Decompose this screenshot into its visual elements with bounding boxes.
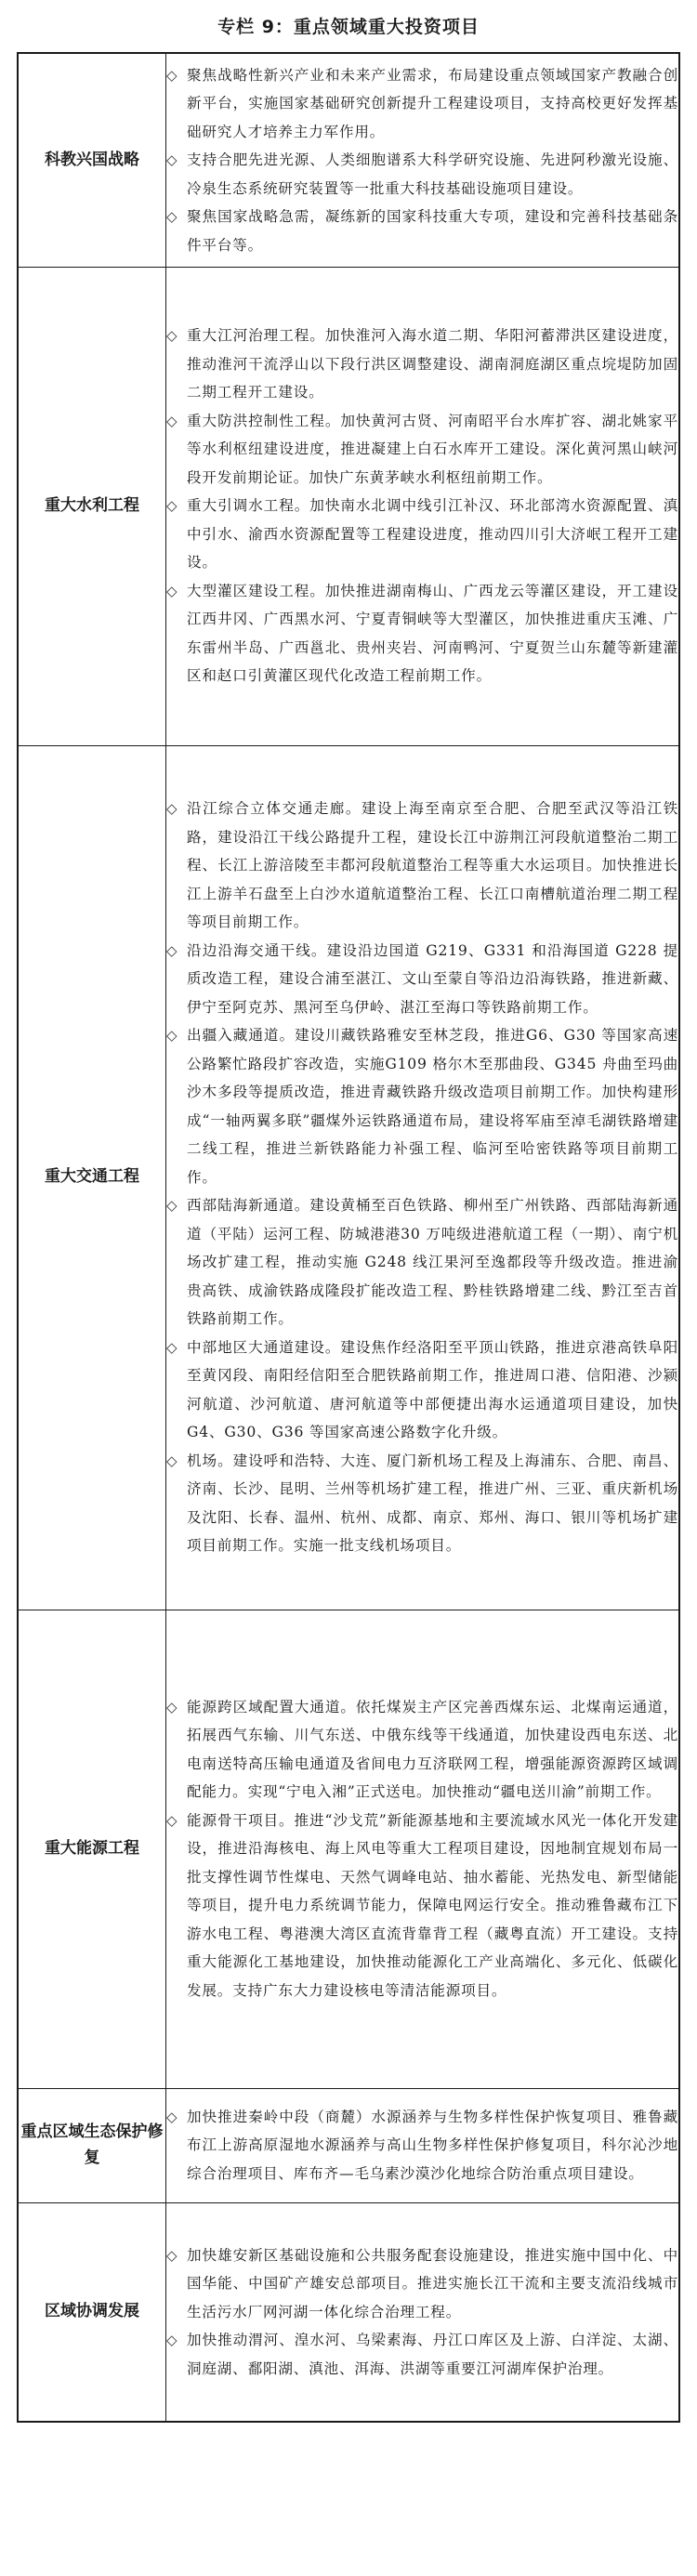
- diamond-bullet-icon: ◇: [166, 1027, 178, 1045]
- section-content: [166, 2088, 680, 2202]
- item-text: 重大引调水工程。加快南水北调中线引江补汉、环北部湾水资源配置、滇中引水、渝西水资源配置等工程建设进度，推动四川引大济岷工程开工建设。: [187, 497, 678, 572]
- item-text: 聚焦国家战略急需，凝练新的国家科技重大专项，建设和完善科技基础条件平台等。: [187, 208, 678, 254]
- diamond-bullet-icon: ◇: [166, 941, 178, 959]
- item-text: 重大防洪控制性工程。加快黄河古贤、河南昭平台水库扩容、湖北姚家平等水利枢纽建设进度，推进凝建上白石水库开工建设。深化黄河黑山峡河段开发前期论证。加快广东黄茅峡水利枢纽前期工作。: [187, 412, 678, 486]
- list-item: [166, 1693, 678, 1807]
- list-item: [166, 1021, 678, 1191]
- list-item: [166, 1807, 678, 2005]
- section-content: [166, 745, 680, 1610]
- section-label: 重点区域生态保护修复: [18, 2088, 166, 2202]
- section-label: 科教兴国战略: [18, 53, 166, 267]
- item-text: 聚焦战略性新兴产业和未来产业需求，布局建设重点领域国家产教融合创新平台，实施国家基础研究创新提升工程建设项目，支持高校更好发挥基础研究人才培养主力军作用。: [187, 66, 678, 140]
- diamond-bullet-icon: ◇: [166, 2332, 178, 2348]
- section-label: 重大能源工程: [18, 1610, 166, 2088]
- list-item: [166, 322, 678, 407]
- section-row: [18, 2088, 679, 2202]
- section-content: [166, 2202, 680, 2422]
- item-text: 加快推动渭河、湟水河、乌梁素海、丹江口库区及上游、白洋淀、太湖、洞庭湖、鄱阳湖、滇池、洱海、洪湖等重要江河湖库保护治理。: [187, 2332, 678, 2377]
- list-item: [166, 577, 678, 690]
- section-row: [18, 267, 679, 745]
- list-item: [166, 61, 678, 147]
- list-item: [166, 937, 678, 1022]
- list-item: [166, 1334, 678, 1447]
- diamond-bullet-icon: ◇: [166, 1811, 178, 1829]
- item-text: 能源跨区域配置大通道。依托煤炭主产区完善西煤东运、北煤南运通道，拓展西气东输、川气东送、中俄东线等干线通道，加快建设西电东送、北电南送特高压输电通道及省间电力互济联网工程，增强能源资源跨区域调配能力。实现“宁电入湘”正式送电。加快推动“疆电送川渝”前期工作。: [187, 1698, 678, 1801]
- list-item: [166, 1447, 678, 1560]
- section-row: [18, 1610, 679, 2088]
- section-content: [166, 1610, 680, 2088]
- table-body: [18, 53, 679, 2422]
- item-text: 支持合肥先进光源、人类细胞谱系大科学研究设施、先进阿秒激光设施、冷泉生态系统研究装置等一批重大科技基础设施项目建设。: [187, 151, 678, 197]
- diamond-bullet-icon: ◇: [166, 2108, 178, 2125]
- list-item: [166, 1191, 678, 1334]
- list-item: [166, 795, 678, 937]
- diamond-bullet-icon: ◇: [166, 1698, 178, 1715]
- section-label: 区域协调发展: [18, 2202, 166, 2422]
- investment-projects-table: [17, 52, 680, 2423]
- item-text: 加快推进秦岭中段（商麓）水源涵养与生物多样性保护恢复项目、雅鲁藏布江上游高原湿地水源涵养与高山生物多样性保护修复项目，科尔沁沙地综合治理项目、库布齐—毛乌素沙漠沙化地综合防治重点项目建设。: [187, 2108, 678, 2182]
- list-item: [166, 2103, 678, 2188]
- section-label: 重大水利工程: [18, 267, 166, 745]
- list-item: [166, 203, 678, 259]
- diamond-bullet-icon: ◇: [166, 800, 178, 818]
- item-text: 大型灌区建设工程。加快推进湖南梅山、广西龙云等灌区建设，开工建设江西井冈、广西黑水河、宁夏青铜峡等大型灌区，加快推进重庆玉滩、广东雷州半岛、广西邕北、贵州夹岩、河南鸭河、宁夏贺兰山东麓等新建灌区和赵口引黄灌区现代化改造工程前期工作。: [187, 582, 678, 685]
- diamond-bullet-icon: ◇: [166, 1197, 178, 1215]
- diamond-bullet-icon: ◇: [166, 327, 178, 345]
- list-item: [166, 146, 678, 203]
- diamond-bullet-icon: ◇: [166, 66, 178, 84]
- item-text: 能源骨干项目。推进“沙戈荒”新能源基地和主要流域水风光一体化开发建设，推进沿海核电、海上风电等重大工程项目建设，因地制宜规划布局一批支撑性调节性煤电、天然气调峰电站、抽水蓄能、光热发电、新型储能等项目，提升电力系统调节能力，保障电网运行安全。推动雅鲁藏布江下游水电工程、粤港澳大湾区直流背靠背工程（藏粤直流）开工建设。支持重大能源化工基地建设，加快推动能源化工产业高端化、多元化、低碳化发展。支持广东大力建设核电等清洁能源项目。: [187, 1811, 678, 1999]
- diamond-bullet-icon: ◇: [166, 497, 178, 515]
- section-label: 重大交通工程: [18, 745, 166, 1610]
- column-title: 专栏 9：重点领域重大投资项目: [217, 17, 480, 37]
- item-text: 加快雄安新区基础设施和公共服务配套设施建设，推进实施中国中化、中国华能、中国矿产雄安总部项目。推进实施长江干流和主要支流沿线城市生活污水厂网河湖一体化综合治理工程。: [187, 2246, 678, 2320]
- item-text: 机场。建设呼和浩特、大连、厦门新机场工程及上海浦东、合肥、南昌、济南、长沙、昆明、兰州等机场扩建工程，推进广州、三亚、重庆新机场及沈阳、长春、温州、杭州、成都、南京、郑州、海口、银川等机场扩建项目前期工作。实施一批支线机场项目。: [187, 1452, 678, 1555]
- diamond-bullet-icon: ◇: [166, 582, 178, 599]
- list-item: [166, 407, 678, 493]
- item-text: 中部地区大通道建设。建设焦作经洛阳至平顶山铁路，推进京港高铁阜阳至黄冈段、南阳经信阳至合肥铁路前期工作，推进周口港、信阳港、沙颍河航道、沙河航道、唐河航道等中部便捷出海水运通道项目建设，加快 G4、G30、G36 等国家高速公路数字化升级。: [187, 1338, 678, 1441]
- diamond-bullet-icon: ◇: [166, 412, 178, 429]
- diamond-bullet-icon: ◇: [166, 2246, 178, 2264]
- list-item: [166, 2241, 678, 2327]
- item-text: 西部陆海新通道。建设黄桶至百色铁路、柳州至广州铁路、西部陆海新通道（平陆）运河工程、防城港港30 万吨级进港航道工程（一期）、南宁机场改扩建工程，推动实施 G248 线江果河至逸都段等升级改造。推进渝贵高铁、成渝铁路成隆段扩能改造工程、黔桂铁路增建二线、黔江至吉首铁路前期工作。: [187, 1197, 678, 1328]
- diamond-bullet-icon: ◇: [166, 1338, 178, 1356]
- section-row: [18, 53, 679, 267]
- section-content: [166, 267, 680, 745]
- item-text: 重大江河治理工程。加快淮河入海水道二期、华阳河蓄滞洪区建设进度，推动淮河干流浮山以下段行洪区调整建设、湖南洞庭湖区重点垸堤防加固二期工程开工建设。: [187, 327, 678, 401]
- list-item: [166, 2326, 678, 2383]
- section-row: [18, 2202, 679, 2422]
- item-text: 沿江综合立体交通走廊。建设上海至南京至合肥、合肥至武汉等沿江铁路，建设沿江干线公路提升工程，建设长江中游荆江河段航道整治二期工程、长江上游涪陵至丰都河段航道整治工程等重大水运项目。加快推进长江上游羊石盘至上白沙水道航道整治工程、长江口南槽航道治理二期工程等项目前期工作。: [187, 800, 678, 931]
- list-item: [166, 492, 678, 577]
- diamond-bullet-icon: ◇: [166, 151, 178, 168]
- section-content: [166, 53, 680, 267]
- section-row: [18, 745, 679, 1610]
- diamond-bullet-icon: ◇: [166, 208, 178, 225]
- item-text: 出疆入藏通道。建设川藏铁路雅安至林芝段，推进G6、G30 等国家高速公路繁忙路段扩容改造，实施G109 格尔木至那曲段、G345 舟曲至玛曲沙木多段等提质改造，推进青藏铁路升级改造项目前期工作。加快构建形成“一轴两翼多联”疆煤外运铁路通道布局，建设将军庙至淖毛湖铁路增建二线工程，推进兰新铁路能力补强工程、临河至哈密铁路等项目前期工作。: [187, 1027, 678, 1186]
- item-text: 沿边沿海交通干线。建设沿边国道 G219、G331 和沿海国道 G228 提质改造工程，建设合浦至湛江、文山至蒙自等沿边沿海铁路，推进新藏、伊宁至阿克苏、黑河至乌伊岭、湛江至海口等铁路前期工作。: [187, 941, 678, 1016]
- diamond-bullet-icon: ◇: [166, 1452, 178, 1469]
